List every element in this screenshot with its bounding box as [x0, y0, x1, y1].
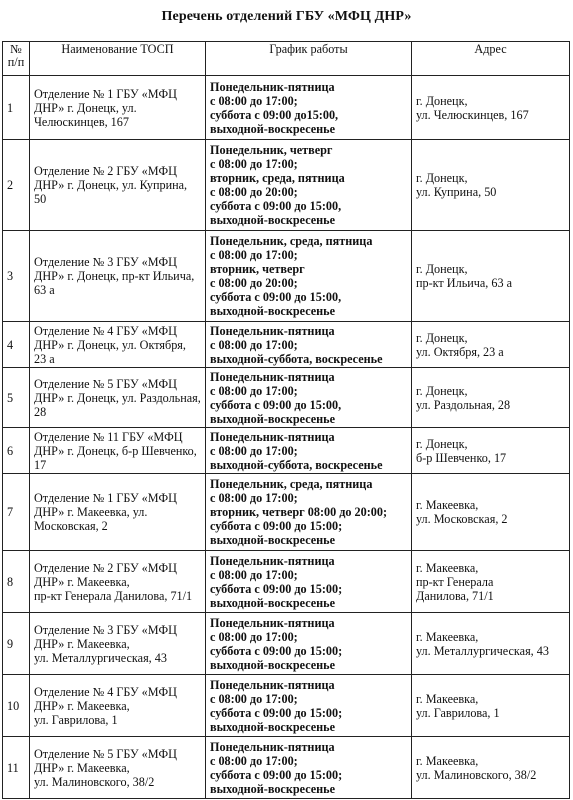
- office-schedule: Понедельник-пятница с 08:00 до 17:00; суббота с 09:00 до 15:00; выходной-воскресенье: [210, 739, 343, 796]
- row-number: 11: [7, 760, 19, 775]
- office-name: Отделение № 1 ГБУ «МФЦ ДНР» г. Донецк, ул. Челюскинцев, 167: [34, 86, 177, 129]
- table-row: [3, 140, 570, 231]
- office-schedule: Понедельник, среда, пятница с 08:00 до 17:00; вторник, четверг 08:00 до 20:00; суббота с 09:00 до 15:00; выходной-воскресенье: [210, 477, 388, 547]
- office-name-cell: [30, 675, 206, 737]
- header-schedule: График работы: [206, 42, 412, 76]
- row-number-cell: [3, 76, 30, 140]
- office-address-cell: [412, 140, 570, 231]
- office-name: Отделение № 5 ГБУ «МФЦ ДНР» г. Донецк, ул. Раздольная, 28: [34, 376, 201, 419]
- office-name-cell: [30, 474, 206, 551]
- office-schedule: Понедельник-пятница с 08:00 до 17:00; суббота с 09:00 до 15:00; выходной-воскресенье: [210, 553, 343, 610]
- office-address-cell: [412, 231, 570, 322]
- row-number-cell: [3, 551, 30, 613]
- row-number-cell: [3, 474, 30, 551]
- office-address-cell: [412, 322, 570, 368]
- office-schedule-cell: [206, 675, 412, 737]
- office-name: Отделение № 3 ГБУ «МФЦ ДНР» г. Макеевка, ул. Металлургическая, 43: [34, 622, 177, 665]
- office-address: г. Макеевка, ул. Гаврилова, 1: [416, 691, 500, 720]
- row-number: 7: [7, 505, 14, 519]
- table-body: [3, 76, 570, 799]
- office-schedule: Понедельник-пятница с 08:00 до 17:00; суббота с 09:00 до 15:00; выходной-воскресенье: [210, 677, 343, 734]
- office-address-cell: [412, 368, 570, 428]
- row-number: 1: [7, 100, 14, 115]
- document-title: Перечень отделений ГБУ «МФЦ ДНР»: [161, 9, 412, 24]
- office-schedule-cell: [206, 140, 412, 231]
- office-name-cell: [30, 140, 206, 231]
- row-number: 6: [7, 443, 14, 458]
- row-number: 9: [7, 636, 14, 651]
- office-address-cell: [412, 551, 570, 613]
- office-address: г. Макеевка, ул. Металлургическая, 43: [416, 629, 549, 658]
- office-address-cell: [412, 474, 570, 551]
- office-address: г. Макеевка, пр-кт Генерала Данилова, 71/1: [416, 560, 494, 603]
- office-schedule: Понедельник-пятница с 08:00 до 17:00; суббота с 09:00 до 15:00, выходной-воскресенье: [210, 369, 342, 426]
- office-address: г. Макеевка, ул. Московская, 2: [416, 498, 508, 526]
- office-name: Отделение № 2 ГБУ «МФЦ ДНР» г. Донецк, ул. Куприна, 50: [34, 164, 188, 206]
- office-address: г. Донецк, пр-кт Ильича, 63 а: [416, 262, 513, 290]
- office-address-cell: [412, 76, 570, 140]
- office-schedule: Понедельник, четверг с 08:00 до 17:00; вторник, среда, пятница с 08:00 до 20:00; суббота с 09:00 до 15:00, выходной-воскресенье: [210, 143, 345, 227]
- office-schedule-cell: [206, 613, 412, 675]
- office-schedule-cell: [206, 428, 412, 474]
- row-number: 2: [7, 178, 14, 192]
- header-address: Адрес: [412, 42, 570, 76]
- office-name: Отделение № 1 ГБУ «МФЦ ДНР» г. Макеевка, ул. Московская, 2: [34, 491, 177, 533]
- office-address: г. Донецк, ул. Челюскинцев, 167: [416, 93, 529, 122]
- office-name-cell: [30, 231, 206, 322]
- row-number-cell: [3, 737, 30, 799]
- table-row: [3, 737, 570, 799]
- office-name-cell: [30, 551, 206, 613]
- office-address: г. Донецк, ул. Октября, 23 а: [416, 330, 504, 359]
- row-number: 3: [7, 269, 14, 283]
- office-address: г. Донецк, ул. Куприна, 50: [416, 171, 497, 199]
- table-row: [3, 551, 570, 613]
- office-schedule: Понедельник-пятница с 08:00 до 17:00; выходной-суббота, воскресенье: [210, 323, 383, 366]
- row-number: 5: [7, 390, 14, 405]
- table-row: [3, 231, 570, 322]
- table-row: [3, 322, 570, 368]
- office-name: Отделение № 3 ГБУ «МФЦ ДНР» г. Донецк, пр-кт Ильича, 63 а: [34, 255, 195, 297]
- offices-table: [2, 41, 570, 799]
- table-row: [3, 675, 570, 737]
- office-name: Отделение № 4 ГБУ «МФЦ ДНР» г. Макеевка, ул. Гаврилова, 1: [34, 684, 177, 727]
- office-schedule-cell: [206, 368, 412, 428]
- office-schedule-cell: [206, 737, 412, 799]
- office-schedule-cell: [206, 76, 412, 140]
- row-number: 8: [7, 574, 14, 589]
- office-name-cell: [30, 76, 206, 140]
- table-row: [3, 428, 570, 474]
- office-name-cell: [30, 737, 206, 799]
- row-number-cell: [3, 428, 30, 474]
- office-schedule-cell: [206, 322, 412, 368]
- header-number: № п/п: [3, 42, 30, 76]
- table-row: [3, 474, 570, 551]
- office-name: Отделение № 11 ГБУ «МФЦ ДНР» г. Донецк, б-р Шевченко, 17: [34, 429, 197, 472]
- office-address: г. Макеевка, ул. Малиновского, 38/2: [416, 753, 537, 782]
- office-name-cell: [30, 428, 206, 474]
- office-schedule-cell: [206, 474, 412, 551]
- office-address-cell: [412, 613, 570, 675]
- row-number: 10: [7, 698, 20, 713]
- office-schedule: Понедельник, среда, пятница с 08:00 до 17:00; вторник, четверг с 08:00 до 20:00; суббота с 09:00 до 15:00, выходной-воскресенье: [210, 234, 373, 318]
- office-name-cell: [30, 322, 206, 368]
- office-name: Отделение № 4 ГБУ «МФЦ ДНР» г. Донецк, ул. Октября, 23 а: [34, 323, 186, 366]
- table-row: [3, 613, 570, 675]
- office-address: г. Донецк, б-р Шевченко, 17: [416, 436, 507, 465]
- office-schedule: Понедельник-пятница с 08:00 до 17:00; выходной-суббота, воскресенье: [210, 429, 383, 472]
- table-header-row: [3, 42, 570, 76]
- office-address-cell: [412, 428, 570, 474]
- office-address-cell: [412, 675, 570, 737]
- row-number-cell: [3, 140, 30, 231]
- table-row: [3, 368, 570, 428]
- row-number-cell: [3, 322, 30, 368]
- office-schedule: Понедельник-пятница с 08:00 до 17:00; суббота с 09:00 до15:00, выходной-воскресенье: [210, 79, 339, 136]
- office-address: г. Донецк, ул. Раздольная, 28: [416, 383, 511, 412]
- office-name-cell: [30, 613, 206, 675]
- row-number-cell: [3, 368, 30, 428]
- row-number-cell: [3, 613, 30, 675]
- row-number-cell: [3, 675, 30, 737]
- office-name-cell: [30, 368, 206, 428]
- table-row: [3, 76, 570, 140]
- office-schedule-cell: [206, 231, 412, 322]
- row-number: 4: [7, 337, 14, 352]
- office-address-cell: [412, 737, 570, 799]
- row-number-cell: [3, 231, 30, 322]
- header-name: Наименование ТОСП: [30, 42, 206, 76]
- office-schedule: Понедельник-пятница с 08:00 до 17:00; суббота с 09:00 до 15:00; выходной-воскресенье: [210, 615, 343, 672]
- office-name: Отделение № 2 ГБУ «МФЦ ДНР» г. Макеевка, пр-кт Генерала Данилова, 71/1: [34, 560, 193, 603]
- office-name: Отделение № 5 ГБУ «МФЦ ДНР» г. Макеевка, ул. Малиновского, 38/2: [34, 746, 177, 789]
- office-schedule-cell: [206, 551, 412, 613]
